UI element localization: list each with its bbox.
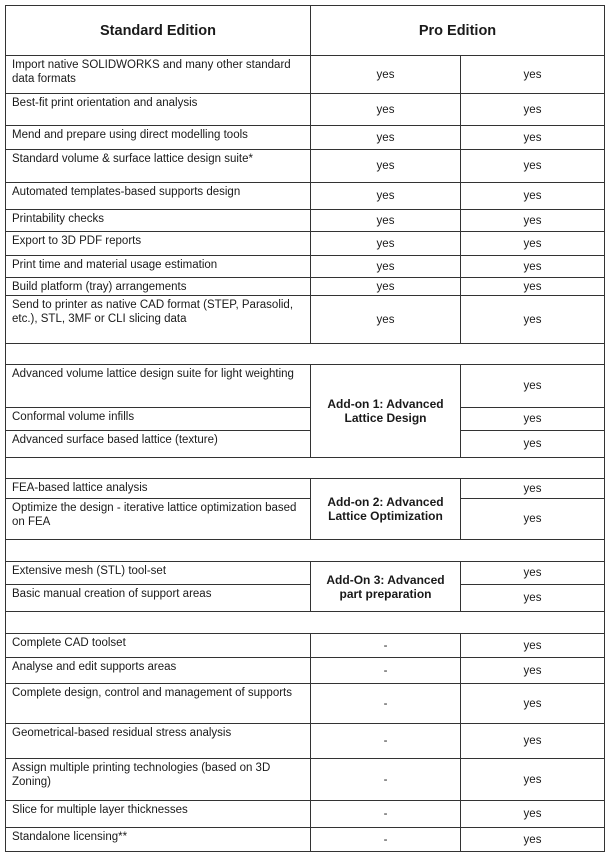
table-row bbox=[6, 724, 605, 759]
table-row bbox=[6, 94, 605, 126]
table-row bbox=[6, 408, 605, 431]
pro-edition-value: yes bbox=[461, 658, 605, 684]
feature-label: FEA-based lattice analysis bbox=[6, 479, 311, 499]
section-spacer bbox=[6, 612, 605, 634]
header-standard-edition: Standard Edition bbox=[6, 6, 311, 56]
pro-edition-value: yes bbox=[461, 56, 605, 94]
feature-label: Mend and prepare using direct modelling tools bbox=[6, 126, 311, 150]
edition-comparison-table bbox=[5, 5, 605, 852]
table-row bbox=[6, 126, 605, 150]
section-spacer-row bbox=[6, 612, 605, 634]
pro-edition-value: yes bbox=[461, 296, 605, 344]
table-row bbox=[6, 828, 605, 852]
standard-edition-value: yes bbox=[311, 94, 461, 126]
standard-edition-value: yes bbox=[311, 232, 461, 256]
standard-edition-value: - bbox=[311, 658, 461, 684]
section-spacer-row bbox=[6, 458, 605, 479]
addon-label: Add-on 2: Advanced Lattice Optimization bbox=[311, 479, 461, 540]
feature-label: Advanced surface based lattice (texture) bbox=[6, 431, 311, 458]
pro-edition-value: yes bbox=[461, 150, 605, 183]
pro-edition-value: yes bbox=[461, 256, 605, 278]
pro-edition-value: yes bbox=[461, 278, 605, 296]
table-row bbox=[6, 365, 605, 408]
standard-edition-value: yes bbox=[311, 126, 461, 150]
standard-edition-value: yes bbox=[311, 150, 461, 183]
feature-label: Optimize the design - iterative lattice optimization based on FEA bbox=[6, 499, 311, 540]
pro-edition-value: yes bbox=[461, 828, 605, 852]
pro-edition-value: yes bbox=[461, 585, 605, 612]
feature-label: Slice for multiple layer thicknesses bbox=[6, 801, 311, 828]
standard-edition-value: yes bbox=[311, 210, 461, 232]
feature-label: Best-fit print orientation and analysis bbox=[6, 94, 311, 126]
section-spacer-row bbox=[6, 540, 605, 562]
feature-label: Standalone licensing** bbox=[6, 828, 311, 852]
feature-label: Extensive mesh (STL) tool-set bbox=[6, 562, 311, 585]
pro-edition-value: yes bbox=[461, 759, 605, 801]
pro-edition-value: yes bbox=[461, 365, 605, 408]
feature-label: Send to printer as native CAD format (STEP, Parasolid, etc.), STL, 3MF or CLI slicing data bbox=[6, 296, 311, 344]
table-row bbox=[6, 585, 605, 612]
standard-edition-value: yes bbox=[311, 183, 461, 210]
standard-edition-value: yes bbox=[311, 56, 461, 94]
feature-label: Complete design, control and management of supports bbox=[6, 684, 311, 724]
feature-label: Export to 3D PDF reports bbox=[6, 232, 311, 256]
feature-label: Assign multiple printing technologies (based on 3D Zoning) bbox=[6, 759, 311, 801]
standard-edition-value: - bbox=[311, 759, 461, 801]
table-row bbox=[6, 278, 605, 296]
table-row bbox=[6, 499, 605, 540]
feature-label: Standard volume & surface lattice design suite* bbox=[6, 150, 311, 183]
table-row bbox=[6, 562, 605, 585]
table-row bbox=[6, 634, 605, 658]
standard-edition-value: yes bbox=[311, 296, 461, 344]
pro-edition-value: yes bbox=[461, 479, 605, 499]
pro-edition-value: yes bbox=[461, 94, 605, 126]
table-row bbox=[6, 210, 605, 232]
header-pro-edition: Pro Edition bbox=[311, 6, 605, 56]
table-row bbox=[6, 431, 605, 458]
table-body bbox=[6, 56, 605, 852]
pro-edition-value: yes bbox=[461, 499, 605, 540]
feature-label: Geometrical-based residual stress analysis bbox=[6, 724, 311, 759]
table-row bbox=[6, 801, 605, 828]
section-spacer bbox=[6, 344, 605, 365]
table-row bbox=[6, 56, 605, 94]
pro-edition-value: yes bbox=[461, 724, 605, 759]
section-spacer bbox=[6, 458, 605, 479]
standard-edition-value: - bbox=[311, 801, 461, 828]
pro-edition-value: yes bbox=[461, 801, 605, 828]
table-row bbox=[6, 759, 605, 801]
feature-label: Basic manual creation of support areas bbox=[6, 585, 311, 612]
feature-label: Import native SOLIDWORKS and many other standard data formats bbox=[6, 56, 311, 94]
addon-label: Add-on 1: Advanced Lattice Design bbox=[311, 365, 461, 458]
standard-edition-value: - bbox=[311, 684, 461, 724]
feature-label: Analyse and edit supports areas bbox=[6, 658, 311, 684]
table-row bbox=[6, 684, 605, 724]
table-row bbox=[6, 296, 605, 344]
pro-edition-value: yes bbox=[461, 210, 605, 232]
standard-edition-value: yes bbox=[311, 256, 461, 278]
table-row bbox=[6, 256, 605, 278]
pro-edition-value: yes bbox=[461, 232, 605, 256]
feature-label: Advanced volume lattice design suite for light weighting bbox=[6, 365, 311, 408]
table-row bbox=[6, 232, 605, 256]
pro-edition-value: yes bbox=[461, 183, 605, 210]
feature-label: Automated templates-based supports design bbox=[6, 183, 311, 210]
feature-label: Build platform (tray) arrangements bbox=[6, 278, 311, 296]
standard-edition-value: yes bbox=[311, 278, 461, 296]
header-row bbox=[6, 6, 605, 56]
standard-edition-value: - bbox=[311, 828, 461, 852]
pro-edition-value: yes bbox=[461, 634, 605, 658]
feature-label: Complete CAD toolset bbox=[6, 634, 311, 658]
section-spacer bbox=[6, 540, 605, 562]
feature-label: Printability checks bbox=[6, 210, 311, 232]
standard-edition-value: - bbox=[311, 724, 461, 759]
table-row bbox=[6, 658, 605, 684]
pro-edition-value: yes bbox=[461, 408, 605, 431]
pro-edition-value: yes bbox=[461, 562, 605, 585]
pro-edition-value: yes bbox=[461, 431, 605, 458]
addon-label: Add-On 3: Advanced part preparation bbox=[311, 562, 461, 612]
feature-label: Conformal volume infills bbox=[6, 408, 311, 431]
standard-edition-value: - bbox=[311, 634, 461, 658]
pro-edition-value: yes bbox=[461, 684, 605, 724]
section-spacer-row bbox=[6, 344, 605, 365]
table-row bbox=[6, 479, 605, 499]
table-row bbox=[6, 150, 605, 183]
feature-label: Print time and material usage estimation bbox=[6, 256, 311, 278]
table-row bbox=[6, 183, 605, 210]
pro-edition-value: yes bbox=[461, 126, 605, 150]
